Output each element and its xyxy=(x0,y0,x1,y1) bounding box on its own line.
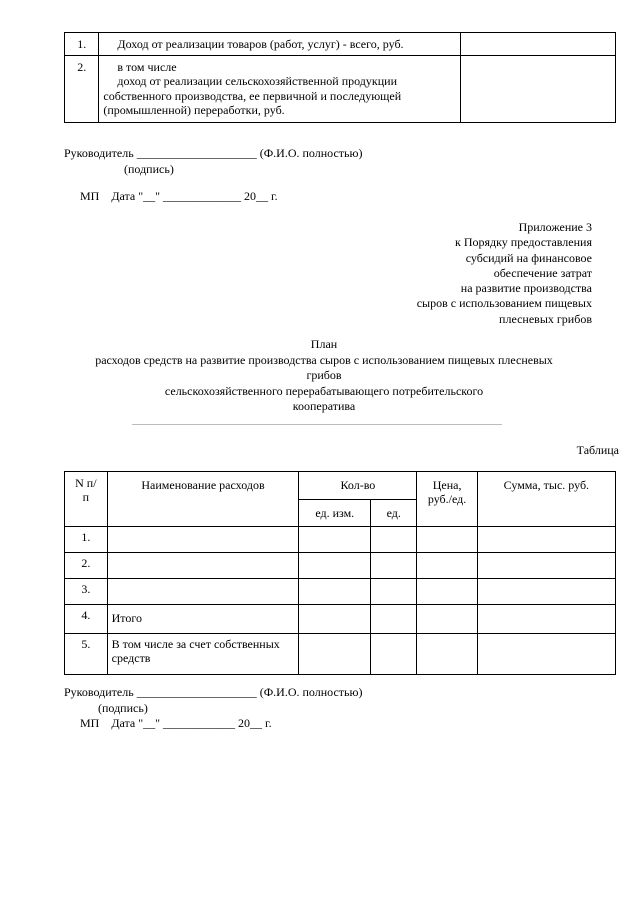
row-number: 1. xyxy=(65,33,99,56)
cell xyxy=(299,527,371,553)
cell xyxy=(477,553,615,579)
row-line: Доход от реализации товаров (работ, услуг) - всего, руб. xyxy=(117,37,404,51)
row-text xyxy=(99,56,460,123)
cell xyxy=(417,553,477,579)
cell xyxy=(371,634,417,675)
title-line: сельскохозяйственного перерабатывающего потребительского xyxy=(164,383,484,398)
row-number: 2. xyxy=(65,56,99,123)
row-line: собственного производства, ее первичной и последующей xyxy=(103,88,402,103)
stamp-date-line: МП Дата "__" _____________ 20__ г. xyxy=(80,189,278,203)
title-line: План xyxy=(310,337,338,351)
value-cell xyxy=(460,33,615,56)
cell xyxy=(371,527,417,553)
row-name: В том числе за счет собственных средств xyxy=(107,634,299,675)
header-row xyxy=(65,472,616,500)
cell xyxy=(477,527,615,553)
row-text xyxy=(99,33,460,56)
row-line: в том числе xyxy=(117,60,177,74)
title-line: расходов средств на развитие производства сыров с использованием пищевых плесневых xyxy=(95,352,553,367)
expenses-table xyxy=(64,471,616,675)
table-row xyxy=(65,634,616,675)
appendix-line: сыров с использованием пищевых xyxy=(416,296,592,311)
row-name xyxy=(107,527,299,553)
cell xyxy=(477,579,615,605)
cell xyxy=(477,605,615,634)
table-row xyxy=(65,553,616,579)
cell xyxy=(371,579,417,605)
cell xyxy=(299,605,371,634)
head-signature-line: Руководитель ____________________ (Ф.И.О. полностью) xyxy=(64,685,363,699)
row-line: (промышленной) переработки, руб. xyxy=(103,103,285,118)
header-price: Цена, руб./ед. xyxy=(417,472,477,527)
cell xyxy=(371,553,417,579)
appendix-line: субсидий на финансовое xyxy=(465,250,592,265)
table-row xyxy=(65,33,616,56)
header-name: Наименование расходов xyxy=(107,472,299,527)
cell xyxy=(299,634,371,675)
cell xyxy=(417,527,477,553)
row-name xyxy=(107,553,299,579)
row-number: 4. xyxy=(65,605,108,634)
value-cell xyxy=(460,56,615,123)
table-row xyxy=(65,527,616,553)
header-unit: ед. изм. xyxy=(299,500,371,527)
table-label: Таблица xyxy=(576,443,619,457)
cell xyxy=(417,605,477,634)
row-line: доход от реализации сельскохозяйственной продукции xyxy=(117,74,397,89)
cell xyxy=(477,634,615,675)
plan-title xyxy=(64,337,584,415)
appendix-line: Приложение 3 xyxy=(518,220,592,234)
row-number: 2. xyxy=(65,553,108,579)
cell xyxy=(299,553,371,579)
appendix-line: к Порядку предоставления xyxy=(454,235,592,250)
row-number: 5. xyxy=(65,634,108,675)
header-qty-group: Кол-во xyxy=(299,472,417,500)
header-qty: ед. xyxy=(371,500,417,527)
title-line: кооператива xyxy=(292,399,356,413)
table-row xyxy=(65,605,616,634)
income-table xyxy=(64,32,616,123)
title-line: грибов xyxy=(306,368,342,382)
appendix-line: плесневых грибов xyxy=(499,311,592,326)
cell xyxy=(371,605,417,634)
title-underline xyxy=(132,424,502,425)
head-signature-line: Руководитель ____________________ (Ф.И.О. полностью) xyxy=(64,146,363,160)
cell xyxy=(299,579,371,605)
row-number: 1. xyxy=(65,527,108,553)
table-row xyxy=(65,56,616,123)
table-row xyxy=(65,579,616,605)
cell xyxy=(417,579,477,605)
row-name xyxy=(107,579,299,605)
row-name: Итого xyxy=(107,605,299,634)
appendix-line: обеспечение затрат xyxy=(493,265,592,280)
signature-caption: (подпись) xyxy=(124,162,174,176)
header-sum: Сумма, тыс. руб. xyxy=(477,472,615,527)
appendix-note xyxy=(332,220,592,327)
row-number: 3. xyxy=(65,579,108,605)
cell xyxy=(417,634,477,675)
signature-caption: (подпись) xyxy=(98,701,148,715)
appendix-line: на развитие производства xyxy=(460,281,592,296)
header-num: N п/п xyxy=(65,472,108,527)
stamp-date-line: МП Дата "__" ____________ 20__ г. xyxy=(80,716,272,730)
